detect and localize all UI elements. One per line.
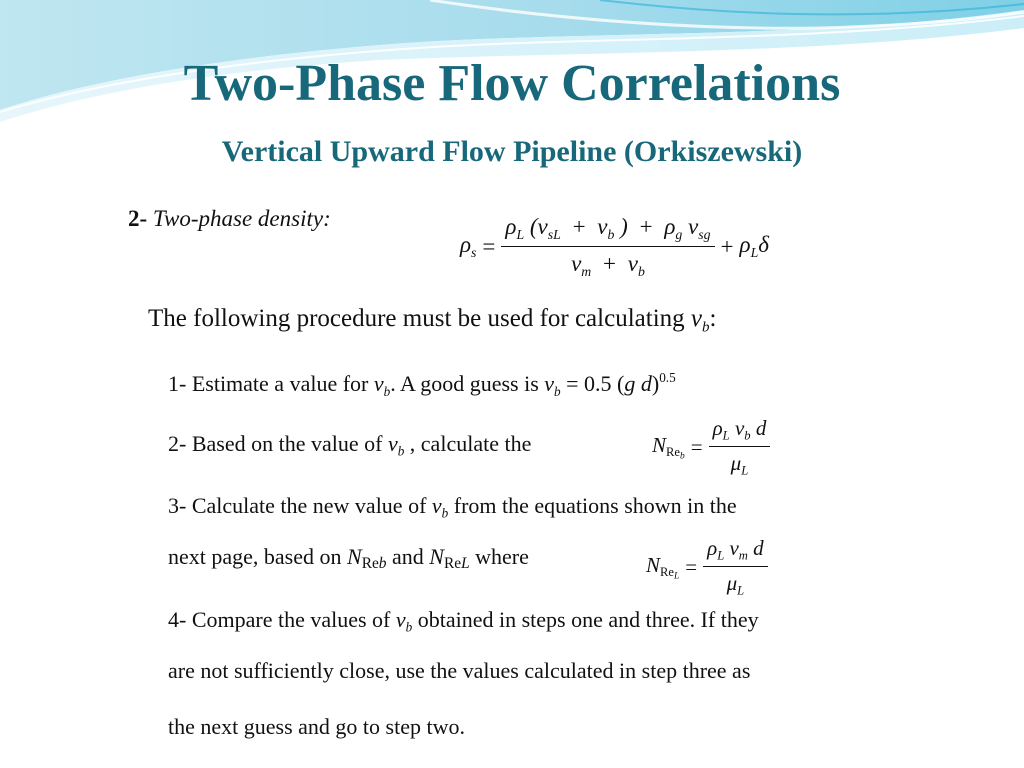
step-4-line-2: are not sufficiently close, use the values calculated in step three as xyxy=(168,658,751,683)
procedure-intro: The following procedure must be used for calculating $v_b$: xyxy=(148,305,717,336)
section-heading-text: Two-phase density: xyxy=(152,206,331,231)
two-phase-density-equation: $\rho_s$ = $\rho_L$ ($v_{sL} + v_b$ ) + $\rho_g$ $v_{sg}$ $v_m + v_b$ + $\rho_L\delta$ xyxy=(460,214,769,279)
step-4-line-1: 4- Compare the values of $v_b$ obtained in steps one and three. If they xyxy=(168,607,759,635)
step-2: 2- Based on the value of $v_b$ , calculate the xyxy=(168,431,532,459)
step-1: 1- Estimate a value for $v_b$. A good guess is $v_b = 0.5$ (g d)$^{0.5}$ xyxy=(168,370,676,399)
slide-subtitle: Vertical Upward Flow Pipeline (Orkiszewski) xyxy=(221,135,803,168)
step-3-line-2: next page, based on NReb and NReL where xyxy=(168,544,529,572)
step-4-line-3: the next guess and go to step two. xyxy=(168,714,465,739)
section-heading xyxy=(128,207,331,230)
nreb-equation: NRe$_b$ = $\frac{\rho_L v_b d}{\mu_L}$ xyxy=(652,416,770,479)
step-3-line-1: 3- Calculate the new value of $v_b$ from the equations shown in the xyxy=(168,493,737,521)
nrel-equation: NRe$_L$ = $\frac{\rho_L v_m d}{\mu_L}$ xyxy=(646,536,768,599)
slide-title: Two-Phase Flow Correlations xyxy=(183,55,841,112)
density-fraction: $\rho_L$ ($v_{sL} + v_b$ ) + $\rho_g$ $v_{sg}$ $v_m + v_b$ xyxy=(501,214,714,280)
section-number: 2- xyxy=(128,206,148,231)
